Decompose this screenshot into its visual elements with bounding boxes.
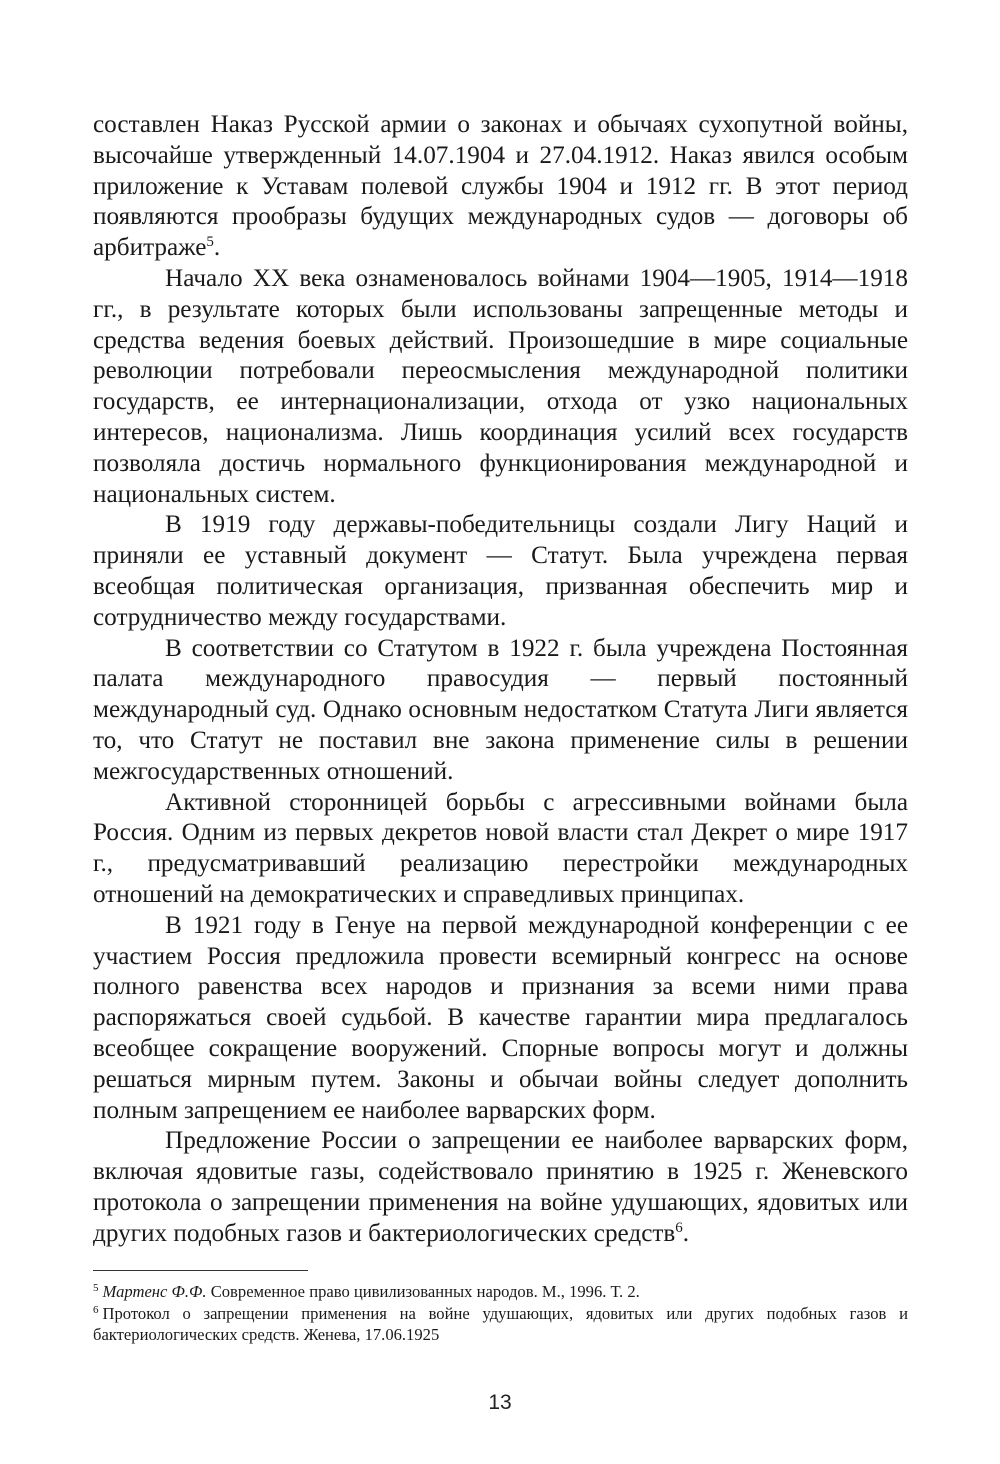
footnote-5-mark: 5 [93,1282,99,1294]
footnote-5 [93,1281,908,1303]
paragraph-7-end: . [682,1219,690,1247]
paragraph-1-text: составлен Наказ Русской армии о законах и обычаях сухопутной войны, высочайше утвержденный 14.07.1904 и 27.04.1912. Наказ явился особым приложение к Уставам полевой службы 1904 и 1912 гг. В этот период появляются прообразы будущих международных судов — договоры об арбитраже [93,111,908,262]
footnote-6-mark: 6 [93,1303,99,1316]
footnote-divider [93,1270,308,1271]
paragraph-7-text: Предложение России о запрещении ее наиболее варварских форм, включая ядовитые газы, содействовало принятию в 1925 г. Женевского протокола о запрещении применения на войне удушающих, ядовитых или других подобных газов и бактериологических средств [93,1127,908,1247]
paragraph-1 [93,110,908,264]
paragraph-4: В соответствии со Статутом в 1922 г. была учреждена Постоянная палата международного правосудия — первый постоянный международный суд. Однако основным недостатком Статута Лиги является то, что Статут не поставил вне закона применение силы в решении межгосударственных отношений. [93,634,908,785]
footnote-5-author: Мартенс Ф.Ф. [102,1282,207,1301]
footnote-ref-5[interactable]: 5 [206,234,214,251]
footnote-6 [93,1303,908,1346]
page-number: 13 [488,1391,512,1414]
main-text [93,110,908,1249]
paragraph-2: Начало XX века ознаменовалось войнами 1904—1905, 1914—1918 гг., в результате которых были использованы запрещенные методы и средства ведения боевых действий. Произошедшие в мире социальные революции потребовали переосмысления международной политики государств, ее интернационализации, отхода от узко национальных интересов, национализма. Лишь координация усилий всех государств позволяла достичь нормального функционирования международной и национальных систем. [93,264,908,508]
paragraph-3: В 1919 году державы-победительницы создали Лигу Наций и приняли ее уставный документ — Статут. Была учреждена первая всеобщая политическая организация, призванная обеспечить мир и сотрудничество между государствами. [93,511,908,631]
footnote-ref-6[interactable]: 6 [675,1219,683,1236]
paragraph-6: В 1921 году в Генуе на первой международной конференции с ее участием Россия предложила провести всемирный конгресс на основе полного равенства всех народов и признания за всеми ними права распоряжаться своей судьбой. В качестве гарантии мира предлагалось всеобщее сокращение вооружений. Спорные вопросы могут и должны решаться мирным путем. Законы и обычаи войны следует дополнить полным запрещением ее наиболее варварских форм. [93,911,908,1124]
paragraph-7 [93,1126,908,1249]
paragraph-1-end: . [213,234,221,262]
footnotes [93,1281,908,1346]
paragraph-5: Активной сторонницей борьбы с агрессивными войнами была Россия. Одним из первых декретов новой власти стал Декрет о мире 1917 г., предусматривавший реализацию перестройки международных отношений на демократических и справедливых принципах. [93,788,908,908]
footnote-6-text: Протокол о запрещении применения на войне удушающих, ядовитых или других подобных газов и бактериологических средств. Женева, 17.06.1925 [93,1303,908,1344]
footnote-5-text: Современное право цивилизованных народов. М., 1996. Т. 2. [206,1282,640,1301]
